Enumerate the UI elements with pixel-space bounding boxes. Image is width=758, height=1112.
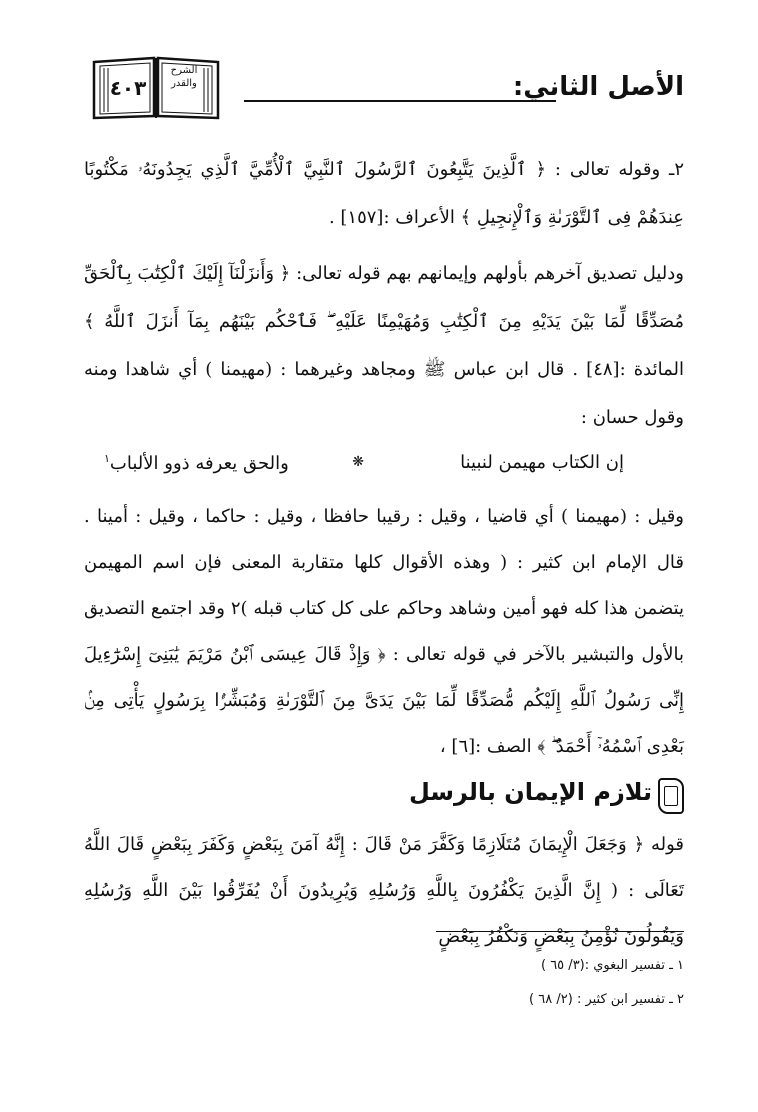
paragraph-3: وقيل : (مهيمنا ) أي قاضيا ، وقيل : رقيبا حافظا ، وقيل : حاكما ، وقيل : أمينا . قال الإمام ابن كثير : ( وهذه الأقوال كلها متقاربة المعنى فإن اسم المهيمن يتضمن هذا كله فهو أمين وشاهد وحاكم على كل كتاب قبله )٢ وقد اجتمع التصديق بالأول والتبشير بالآخر في قوله تعالى : ﴿ وَإِذْ قَالَ عِيسَى ٱبْنُ مَرْيَمَ يَٰبَنِىٓ إِسْرَٰٓءِيلَ إِنِّى رَسُولُ ٱللَّهِ إِلَيْكُم مُّصَدِّقًا لِّمَا بَيْنَ يَدَىَّ مِنَ ٱلتَّوْرَىٰةِ وَمُبَشِّرًۢا بِرَسُولٍ يَأْتِى مِنۢ بَعْدِى ٱسْمُهُۥٓ أَحْمَدُ ۖ ﴾ الصف :[٦] ، <box>84 506 685 757</box>
poem-second-text: والحق يعرفه ذوو الألباب <box>109 453 289 474</box>
page-header <box>84 46 684 126</box>
paragraph-final: قوله ﴿ وَجَعَلَ الْإِيمَانَ مُتَلَازِمًا وَكَفَّرَ مَنْ قَالَ : إِنَّهُ آمَنَ بِبَعْضٍ وَكَفَرَ بِبَعْضٍ قَالَ اللَّهُ تَعَالَى : ( إِنَّ الَّذِينَ يَكْفُرُونَ بِاللَّهِ وَرُسُلِهِ وَيُرِيدُونَ أَنْ يُفَرِّقُوا بَيْنَ اللَّهِ وَرُسُلِهِ وَيَقُولُونَ نُؤْمِنُ بِبَعْضٍ وَنَكْفُرُ بِبَعْضٍ <box>84 834 684 947</box>
section-title: الأصل الثاني: <box>512 72 684 102</box>
footnote-rule <box>436 931 684 932</box>
poem-second-hemistich <box>104 452 289 474</box>
footnote-1: ١ ـ تفسير البغوي :(٣/ ٦٥ ) <box>540 958 684 973</box>
subheading-text: تلازم الإيمان بالرسل <box>408 778 652 806</box>
header-rule <box>244 100 556 102</box>
book-label-line2: والقدر <box>171 78 197 89</box>
poem-first-hemistich: إن الكتاب مهيمن لنبينا <box>460 452 624 473</box>
book-label <box>162 64 206 90</box>
book-label-line1: الشرح <box>170 65 198 76</box>
paragraph-2: ودليل تصديق آخرهم بأولهم وإيمانهم بهم قوله تعالى: ﴿ وَأَنزَلْنَآ إِلَيْكَ ٱلْكِتَٰبَ بِٱلْحَقِّ مُصَدِّقًا لِّمَا بَيْنَ يَدَيْهِ مِنَ ٱلْكِتَٰبِ وَمُهَيْمِنًا عَلَيْهِ ۖ فَٱحْكُم بَيْنَهُم بِمَآ أَنزَلَ ٱللَّهُ ﴾ المائدة :[٤٨] . قال ابن عباس ﷺ ومجاهد وغيرهما : (مهيمنا ) أي شاهدا ومنه وقول حسان : <box>84 263 684 428</box>
footnote-2: ٢ ـ تفسير ابن كثير : (٢/ ٦٨ ) <box>529 992 684 1007</box>
scroll-icon <box>658 778 684 814</box>
poem-verse <box>84 444 684 484</box>
poem-separator-icon: ❋ <box>352 454 364 470</box>
page-number: ٤٠٣ <box>109 76 147 100</box>
paragraph-1: ٢ـ وقوله تعالى : ﴿ ٱلَّذِينَ يَتَّبِعُونَ ٱلرَّسُولَ ٱلنَّبِيَّ ٱلْأُمِّيَّ ٱلَّذِي يَجِدُونَهُۥ مَكْتُوبًا عِندَهُمْ فِى ٱلتَّوْرَىٰةِ وَٱلْإِنجِيلِ ﴾ الأعراف :[١٥٧] . <box>84 159 684 228</box>
footnote-ref-1: ١ <box>104 452 110 465</box>
